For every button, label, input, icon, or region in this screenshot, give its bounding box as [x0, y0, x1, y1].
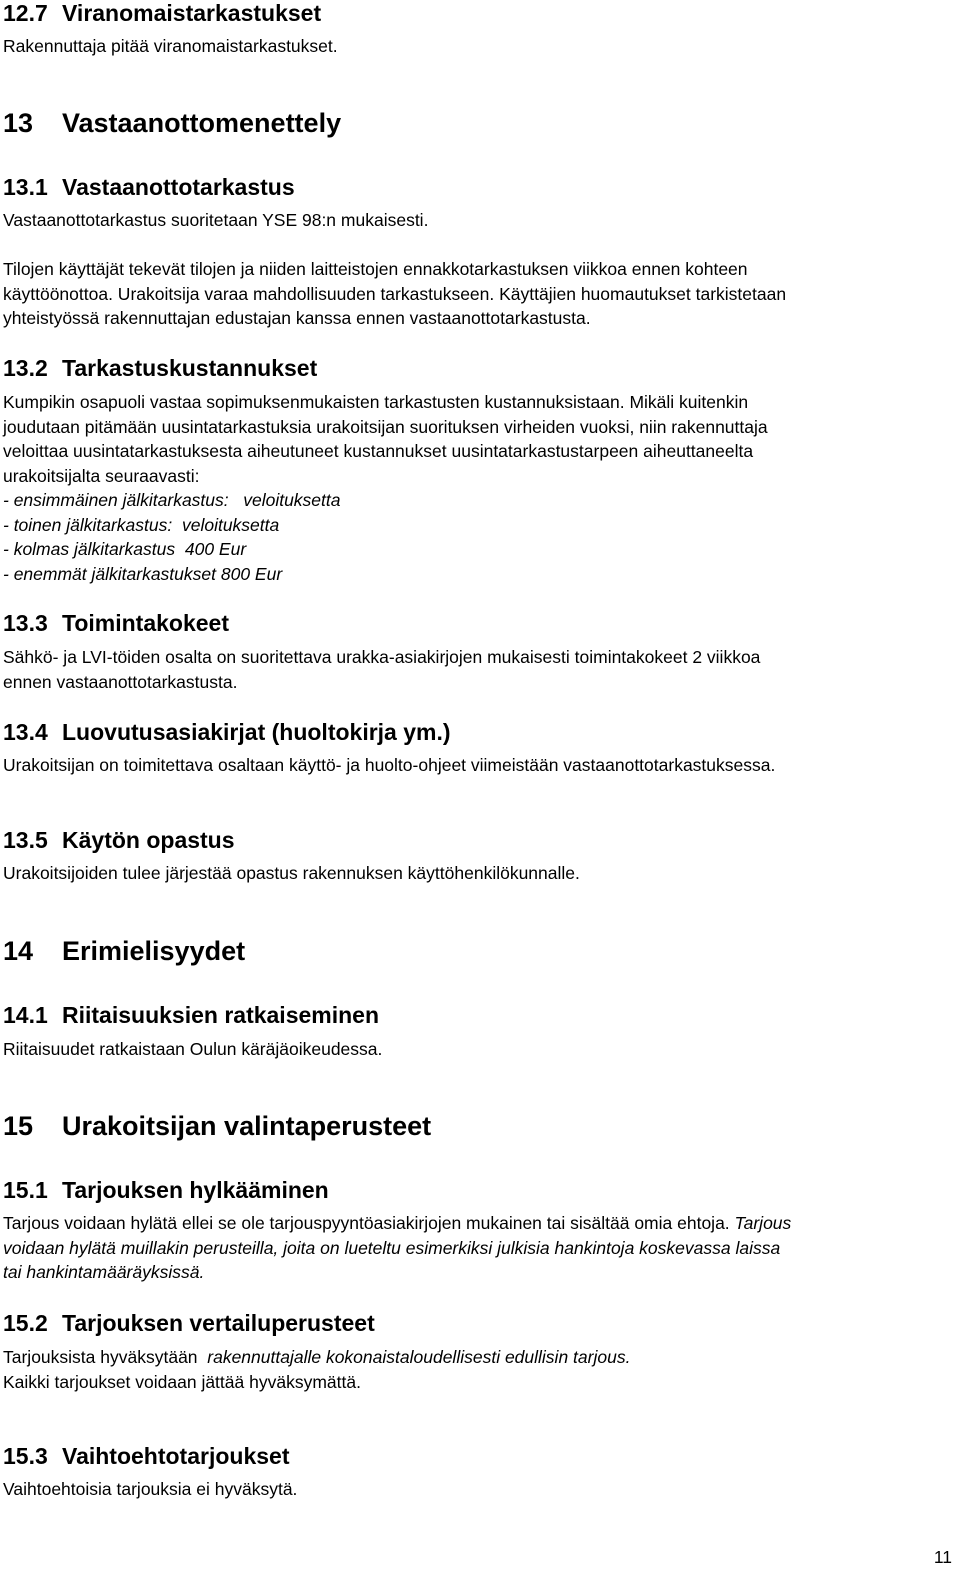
- paragraph-line: yhteistyössä rakennuttajan edustajan kanssa ennen vastaanottotarkastusta.: [3, 308, 591, 328]
- heading-title: Vastaanottomenettely: [62, 108, 342, 138]
- paragraph: Rakennuttaja pitää viranomaistarkastukset.: [3, 36, 338, 56]
- paragraph-line: Kaikki tarjoukset voidaan jättää hyväksymättä.: [3, 1371, 361, 1392]
- heading-number: 13.5: [3, 827, 48, 853]
- heading-title: Urakoitsijan valintaperusteet: [62, 1111, 432, 1141]
- paragraph-line: Kumpikin osapuoli vastaa sopimuksenmukaisten tarkastusten kustannuksistaan. Mikäli kuitenkin: [3, 392, 749, 412]
- text-run-italic: Tarjous: [734, 1213, 792, 1233]
- list-item: - kolmas jälkitarkastus 400 Eur: [3, 539, 247, 559]
- heading-number: 15.1: [3, 1177, 48, 1203]
- paragraph: Vastaanottotarkastus suoritetaan YSE 98:n mukaisesti.: [3, 210, 429, 230]
- heading-14: [3, 936, 245, 967]
- paragraph: [3, 257, 786, 331]
- heading-13-2: [3, 355, 317, 382]
- heading-15: [3, 1111, 431, 1142]
- heading-number: 12.7: [3, 0, 48, 26]
- heading-number: 15: [3, 1111, 34, 1141]
- heading-number: 15.3: [3, 1443, 48, 1469]
- paragraph: [3, 645, 760, 694]
- paragraph-line: joudutaan pitämään uusintatarkastuksia urakoitsijan suorituksen virheiden vuoksi, niin rakennuttaja: [3, 416, 768, 437]
- paragraph-line: Sähkö- ja LVI-töiden osalta on suoritettava urakka-asiakirjojen mukaisesti toimintakokeet 2 viikkoa: [3, 647, 761, 667]
- heading-number: 13: [3, 108, 34, 138]
- heading-title: Vastaanottotarkastus: [62, 174, 295, 200]
- heading-13-5: [3, 827, 235, 854]
- heading-14-1: [3, 1002, 379, 1029]
- heading-number: 14.1: [3, 1002, 48, 1028]
- heading-15-2: [3, 1310, 375, 1337]
- heading-number: 15.2: [3, 1310, 48, 1336]
- heading-title: Erimielisyydet: [62, 936, 246, 966]
- paragraph-line: ennen vastaanottotarkastusta.: [3, 671, 238, 692]
- heading-title: Tarjouksen vertailuperusteet: [62, 1310, 375, 1336]
- paragraph-line: käyttöönottoa. Urakoitsija varaa mahdollisuuden tarkastukseen. Käyttäjien huomautukset tarkistetaan: [3, 283, 787, 304]
- paragraph: [3, 1345, 630, 1394]
- paragraph: Riitaisuudet ratkaistaan Oulun käräjäoikeudessa.: [3, 1039, 383, 1059]
- heading-15-1: [3, 1177, 329, 1204]
- paragraph-line: urakoitsijalta seuraavasti:: [3, 465, 200, 486]
- heading-title: Riitaisuuksien ratkaiseminen: [62, 1002, 380, 1028]
- heading-title: Vaihtoehtotarjoukset: [62, 1443, 290, 1469]
- paragraph-line: tai hankintamääräyksissä.: [3, 1262, 205, 1282]
- heading-title: Käytön opastus: [62, 827, 235, 853]
- heading-number: 13.1: [3, 174, 48, 200]
- text-run-italic: rakennuttajalle kokonaistaloudellisesti edullisin tarjous.: [207, 1347, 631, 1367]
- paragraph-line: veloittaa uusintatarkastuksesta aiheutuneet kustannukset uusintatarkastustarpeen aiheuttaneelta: [3, 441, 754, 461]
- paragraph: [3, 390, 768, 586]
- heading-number: 13.4: [3, 719, 48, 745]
- text-run: Tarjous voidaan hylätä ellei se ole tarjouspyyntöasiakirjojen mukainen tai sisältää omia ehtoja.: [3, 1213, 735, 1233]
- heading-number: 14: [3, 936, 34, 966]
- paragraph-line: Tilojen käyttäjät tekevät tilojen ja niiden laitteistojen ennakkotarkastuksen viikkoa ennen kohteen: [3, 259, 748, 279]
- text-run: Tarjouksista hyväksytään: [3, 1347, 208, 1367]
- list-item: - ensimmäinen jälkitarkastus: veloituksetta: [3, 490, 341, 510]
- paragraph-line: voidaan hylätä muillakin perusteilla, joita on lueteltu esimerkiksi julkisia hankintoja koskevassa laissa: [3, 1237, 781, 1258]
- heading-number: 13.3: [3, 610, 48, 636]
- paragraph: Urakoitsijan on toimitettava osaltaan käyttö- ja huolto-ohjeet viimeistään vastaanottotarkastuksessa.: [3, 755, 776, 775]
- heading-title: Tarkastuskustannukset: [62, 355, 318, 381]
- paragraph-line: [3, 1345, 630, 1370]
- heading-12-7: [3, 0, 321, 27]
- paragraph: Urakoitsijoiden tulee järjestää opastus rakennuksen käyttöhenkilökunnalle.: [3, 863, 580, 883]
- heading-title: Tarjouksen hylkääminen: [62, 1177, 329, 1203]
- heading-13: [3, 108, 341, 139]
- heading-13-4: [3, 719, 451, 746]
- heading-13-1: [3, 174, 295, 201]
- paragraph: [3, 1211, 791, 1285]
- list-item: - toinen jälkitarkastus: veloituksetta: [3, 514, 280, 535]
- heading-title: Toimintakokeet: [62, 610, 229, 636]
- paragraph-line: [3, 1211, 791, 1236]
- heading-title: Luovutusasiakirjat (huoltokirja ym.): [62, 719, 451, 745]
- heading-title: Viranomaistarkastukset: [62, 0, 322, 26]
- heading-number: 13.2: [3, 355, 48, 381]
- heading-15-3: [3, 1443, 289, 1470]
- heading-13-3: [3, 610, 229, 637]
- list-item: - enemmät jälkitarkastukset 800 Eur: [3, 563, 283, 584]
- page-number: 11: [933, 1547, 952, 1567]
- paragraph: Vaihtoehtoisia tarjouksia ei hyväksytä.: [3, 1479, 298, 1499]
